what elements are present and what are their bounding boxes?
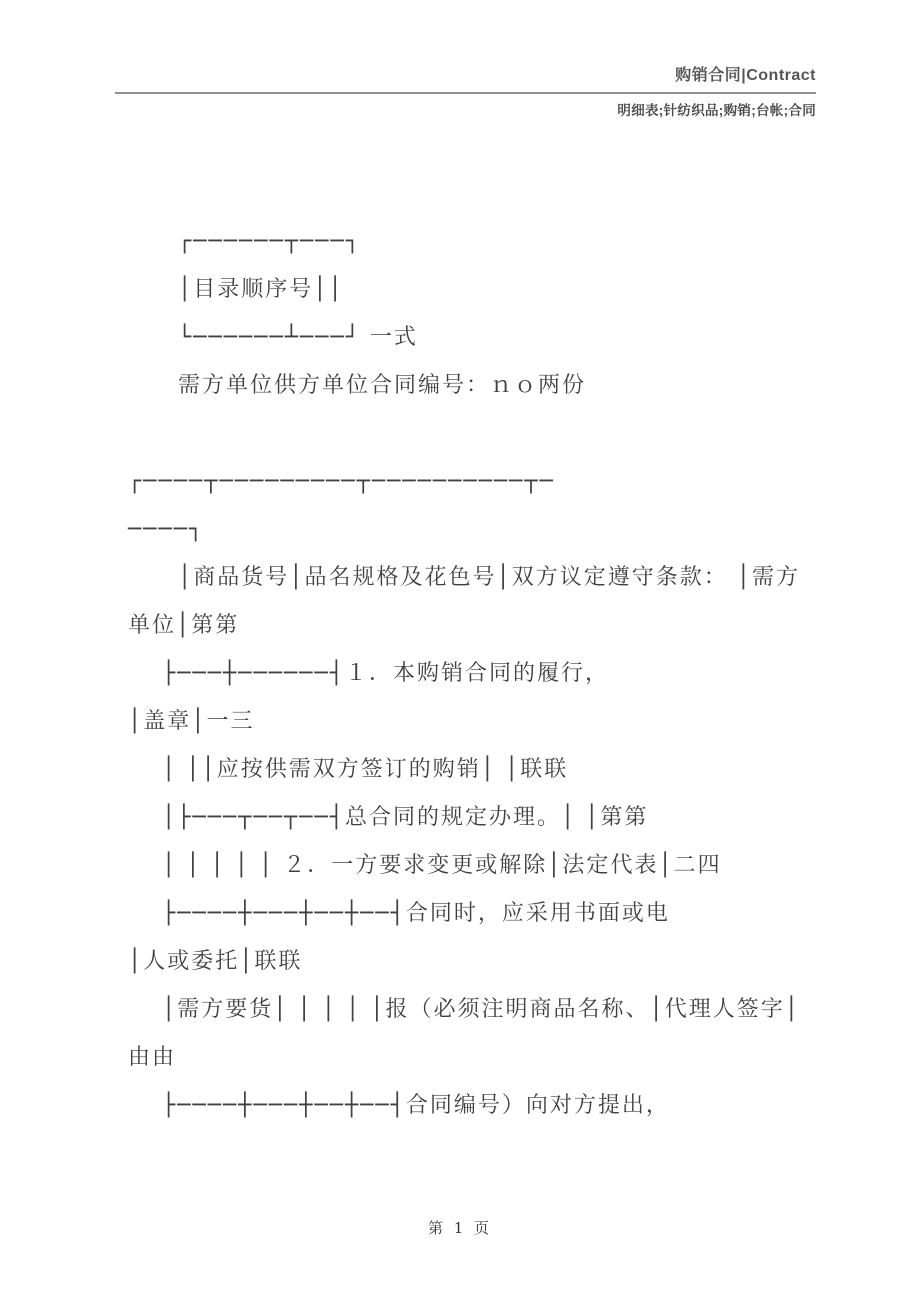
text-line: ┌────┬─────────┬──────────┬─	[128, 469, 555, 494]
document-header	[115, 62, 816, 119]
text-line: ├────┼───┼──┼──┤合同编号）向对方提出，	[162, 1093, 670, 1118]
text-line: 单位│第第	[128, 613, 240, 638]
text-line: │需方要货│ │ │ │ │报（必须注明商品名称、│代理人签字│	[162, 997, 800, 1022]
document-body	[128, 218, 824, 1130]
blank-line	[128, 410, 824, 458]
document-title: 购销合同|Contract	[675, 67, 816, 84]
text-line: ├───┼──────┤１．本购销合同的履行，	[162, 661, 609, 686]
document-tags: 明细表;针纺织品;购销;台帐;合同	[617, 103, 816, 118]
text-line: 由由	[128, 1045, 177, 1070]
text-line: │商品货号│品名规格及花色号│双方议定遵守条款： │需方	[178, 565, 800, 590]
page-number: 第 1 页	[427, 1219, 493, 1237]
text-line: │ │ │ │ │ ２．一方要求变更或解除│法定代表│二四	[162, 853, 722, 878]
text-line: ├────┼───┼──┼──┤合同时，应采用书面或电	[162, 901, 670, 926]
text-line: │ ││应按供需双方签订的购销│ │联联	[162, 757, 569, 782]
text-line: │├───┬──┬──┤总合同的规定办理。│ │第第	[162, 805, 649, 830]
text-line: ────┐	[128, 517, 205, 542]
text-line: └──────┴───┘ 一式	[178, 325, 418, 350]
text-line: 需方单位供方单位合同编号：ｎｏ两份	[178, 373, 587, 398]
text-line: │盖章│一三	[128, 709, 255, 734]
header-divider	[115, 92, 816, 94]
text-line: │目录顺序号││	[178, 277, 344, 302]
page-footer	[0, 1217, 920, 1238]
text-line: │人或委托│联联	[128, 949, 303, 974]
text-line: ┌──────┬───┐	[178, 229, 361, 254]
